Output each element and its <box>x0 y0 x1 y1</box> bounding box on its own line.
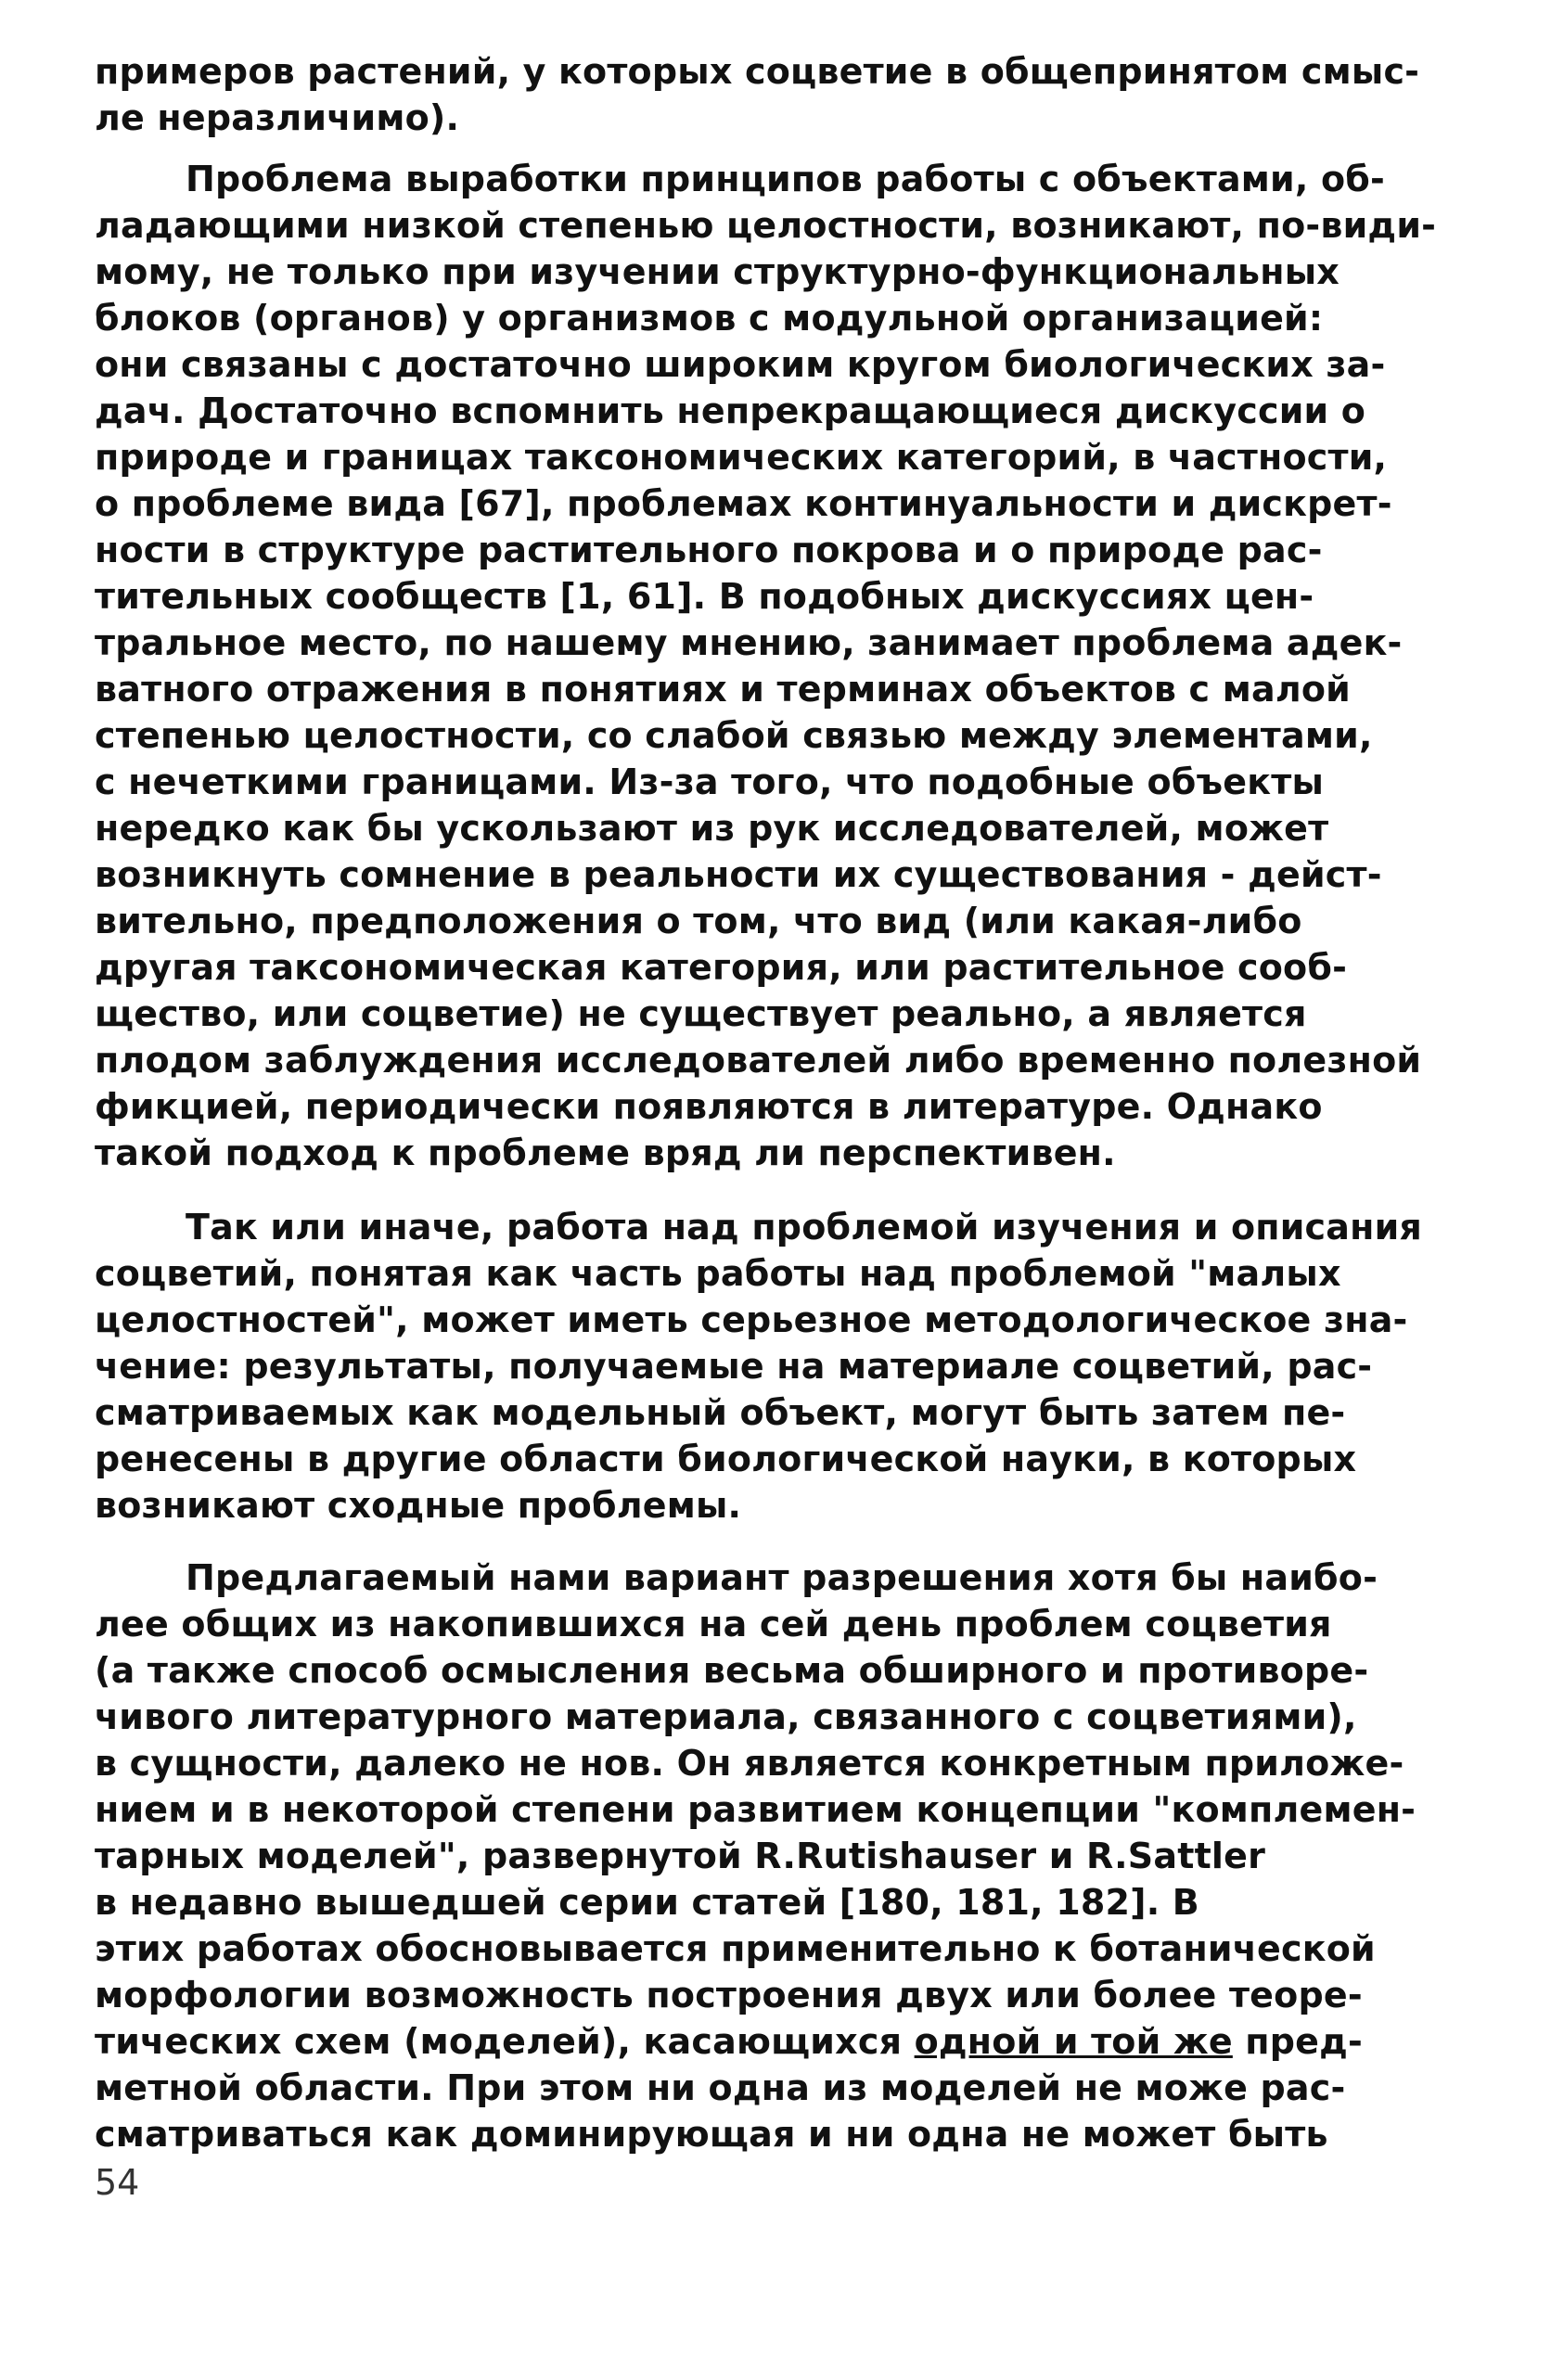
text-line: тительных сообществ [1, 61]. В подобных дискуссиях цен- <box>95 576 1314 617</box>
text-line: вительно, предположения о том, что вид (или какая-либо <box>95 901 1302 941</box>
text-line: соцветий, понятая как часть работы над проблемой "малых <box>95 1253 1341 1294</box>
text-line: в сущности, далеко не нов. Он является конкретным приложе- <box>95 1743 1404 1784</box>
text-line: возникают сходные проблемы. <box>95 1485 742 1526</box>
text-line: нередко как бы ускользают из рук исследователей, может <box>95 808 1329 849</box>
text-line: в недавно вышедшей серии статей [180, 181, 182]. В <box>95 1882 1199 1923</box>
text-line: щество, или соцветие) не существует реально, а является <box>95 993 1307 1034</box>
text-line: этих работах обосновывается применительно к ботанической <box>95 1928 1376 1969</box>
text-line: природе и границах таксономических категорий, в частности, <box>95 437 1388 478</box>
text-line: фикцией, периодически появляются в литературе. Однако <box>95 1086 1323 1127</box>
text-line: мому, не только при изучении структурно-функциональных <box>95 251 1340 292</box>
page-number: 54 <box>95 2162 140 2203</box>
text-segment: тических схем (моделей), касающихся <box>95 2021 903 2062</box>
text-line: они связаны с достаточно широким кругом биологических за- <box>95 344 1386 385</box>
text-line: ности в структуре растительного покрова и о природе рас- <box>95 530 1323 570</box>
text-line: примеров растений, у которых соцветие в общепринятом смыс- <box>95 51 1420 92</box>
text-line: Предлагаемый нами вариант разрешения хотя бы наибо- <box>186 1557 1378 1598</box>
underlined-text-segment: одной и той же <box>914 2021 1233 2062</box>
text-line: Проблема выработки принципов работы с объектами, об- <box>186 159 1385 199</box>
text-line <box>95 2018 1363 2065</box>
text-line: степенью целостности, со слабой связью между элементами, <box>95 715 1373 756</box>
text-line: сматриваться как доминирующая и ни одна не может быть <box>95 2114 1328 2155</box>
text-line: плодом заблуждения исследователей либо временно полезной <box>95 1040 1422 1081</box>
text-line: такой подход к проблеме вряд ли перспективен. <box>95 1132 1116 1173</box>
text-line: ладающими низкой степенью целостности, возникают, по-види- <box>95 205 1437 246</box>
text-line: ренесены в другие области биологической науки, в которых <box>95 1439 1357 1479</box>
text-line: нием и в некоторой степени развитием концепции "комплемен- <box>95 1789 1416 1830</box>
text-line: чение: результаты, получаемые на материале соцветий, рас- <box>95 1346 1373 1387</box>
text-line: о проблеме вида [67], проблемах континуальности и дискрет- <box>95 483 1392 524</box>
text-line: чивого литературного материала, связанного с соцветиями), <box>95 1696 1357 1737</box>
text-line: другая таксономическая категория, или растительное сооб- <box>95 947 1348 988</box>
text-line: сматриваемых как модельный объект, могут быть затем пе- <box>95 1392 1346 1433</box>
text-line: Так или иначе, работа над проблемой изучения и описания <box>186 1207 1423 1248</box>
text-line: метной области. При этом ни одна из моделей не може рас- <box>95 2067 1346 2108</box>
text-line: (а также способ осмысления весьма обширного и противоре- <box>95 1650 1369 1691</box>
text-line: целостностей", может иметь серьезное методологическое зна- <box>95 1299 1408 1340</box>
text-line: блоков (органов) у организмов с модульной организацией: <box>95 298 1324 339</box>
text-line: ле неразличимо). <box>95 97 460 138</box>
text-line: тральное место, по нашему мнению, занимает проблема адек- <box>95 622 1403 663</box>
text-line: морфологии возможность построения двух или более теоре- <box>95 1975 1363 2015</box>
text-line: ватного отражения в понятиях и терминах объектов с малой <box>95 669 1351 710</box>
text-line: лее общих из накопившихся на сей день проблем соцветия <box>95 1604 1332 1644</box>
text-line: возникнуть сомнение в реальности их существования - дейст- <box>95 854 1382 895</box>
text-line: дач. Достаточно вспомнить непрекращающиеся дискуссии о <box>95 390 1366 431</box>
text-segment: пред- <box>1245 2021 1363 2062</box>
text-line: с нечеткими границами. Из-за того, что подобные объекты <box>95 761 1325 802</box>
text-line: тарных моделей", развернутой R.Rutishauser и R.Sattler <box>95 1836 1266 1876</box>
